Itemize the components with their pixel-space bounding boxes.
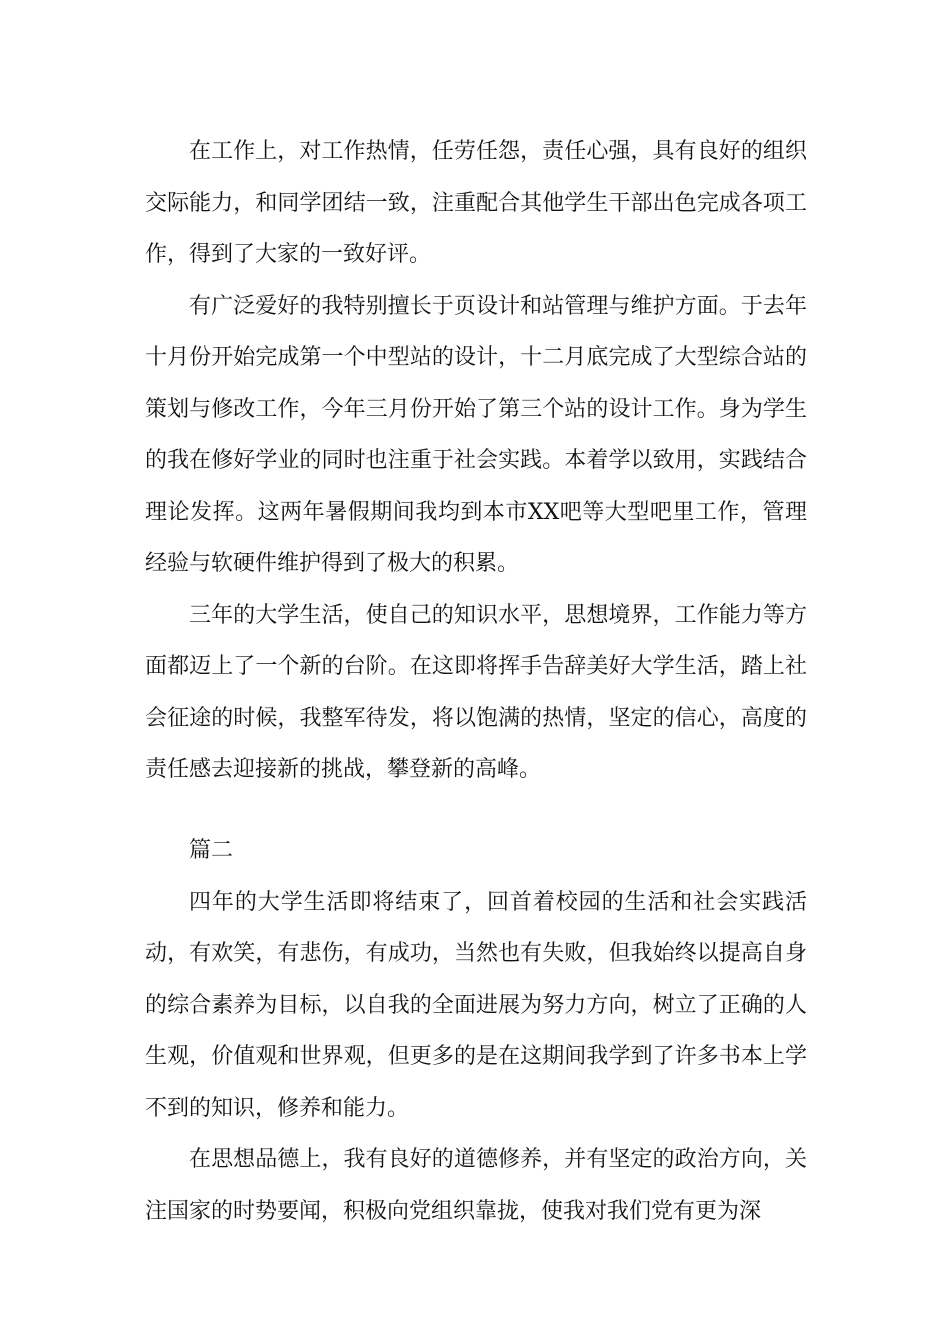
paragraph-web-design-experience: 有广泛爱好的我特别擅长于页设计和站管理与维护方面。于去年十月份开始完成第一个中型站的设计，十二月底完成了大型综合站的策划与修改工作，今年三月份开始了第三个站的设计工作。身为学生的我在修好学业的同时也注重于社会实践。本着学以致用，实践结合理论发挥。这两年暑假期间我均到本市XX吧等大型吧里工作，管理经验与软硬件维护得到了极大的积累。 <box>145 293 807 576</box>
paragraph-ideology-morality: 在思想品德上，我有良好的道德修养，并有坚定的政治方向，关注国家的时势要闻，积极向党组织靠拢，使我对我们党有更为深 <box>145 1147 807 1224</box>
document-body-part-two <box>145 825 807 1237</box>
paragraph-three-years-summary: 三年的大学生活，使自己的知识水平，思想境界，工作能力等方面都迈上了一个新的台阶。在这即将挥手告辞美好大学生活，踏上社会征途的时候，我整军待发，将以饱满的热情，坚定的信心，高度的责任感去迎接新的挑战，攀登新的高峰。 <box>145 602 807 782</box>
paragraph-four-years-review: 四年的大学生活即将结束了，回首着校园的生活和社会实践活动，有欢笑，有悲伤，有成功，当然也有失败，但我始终以提高自身的综合素养为目标，以自我的全面进展为努力方向，树立了正确的人生观，价值观和世界观，但更多的是在这期间我学到了许多书本上学不到的知识，修养和能力。 <box>145 889 807 1121</box>
document-body-part-one <box>145 126 807 796</box>
paragraph-work-attitude: 在工作上，对工作热情，任劳任怨，责任心强，具有良好的组织交际能力，和同学团结一致，注重配合其他学生干部出色完成各项工作，得到了大家的一致好评。 <box>145 139 807 267</box>
section-heading: 篇二 <box>189 838 234 863</box>
